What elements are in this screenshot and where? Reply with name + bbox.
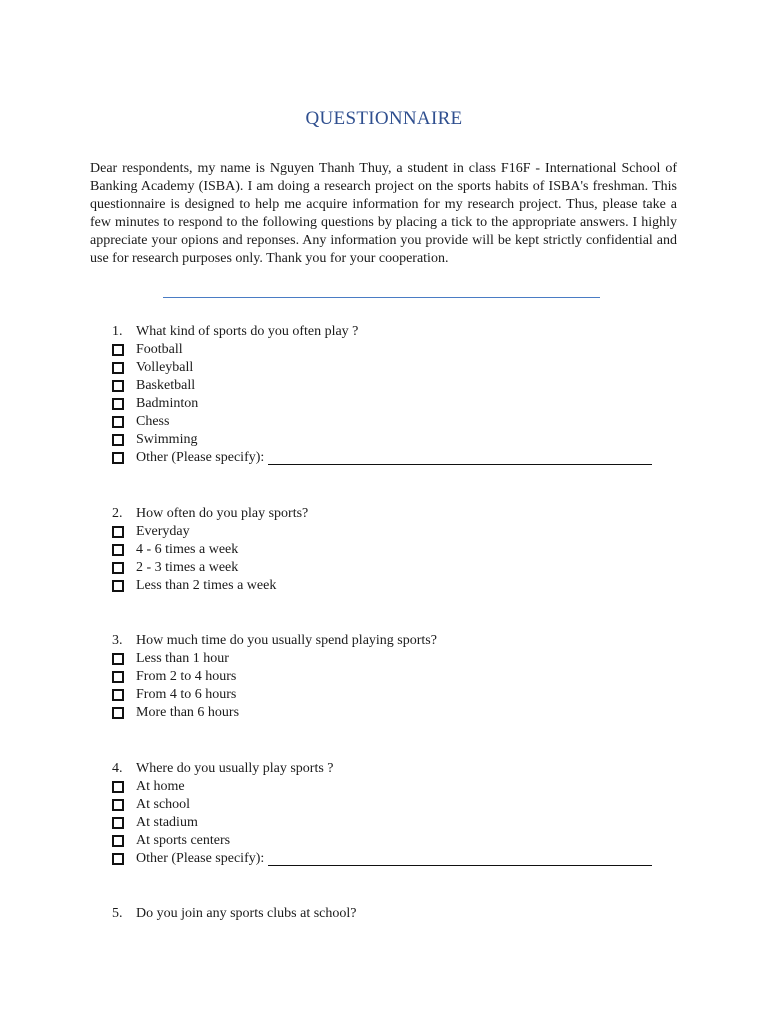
checkbox[interactable] <box>112 817 124 829</box>
checkbox[interactable] <box>112 380 124 392</box>
option-label: 2 - 3 times a week <box>136 560 239 575</box>
option-more-than-6-hours[interactable] <box>112 704 437 722</box>
question-text: How often do you play sports? <box>136 506 309 521</box>
option-label: Other (Please specify): <box>136 450 265 465</box>
checkbox[interactable] <box>112 562 124 574</box>
question-number: 2. <box>112 506 123 521</box>
option-label: Swimming <box>136 432 198 447</box>
option-other[interactable] <box>112 449 652 467</box>
question-text: How much time do you usually spend playing sports? <box>136 633 437 648</box>
checkbox[interactable] <box>112 853 124 865</box>
question-number: 5. <box>112 906 123 921</box>
option-badminton[interactable] <box>112 395 652 413</box>
question-text: Where do you usually play sports ? <box>136 761 334 776</box>
option-label: At stadium <box>136 815 198 830</box>
option-4-to-6-hours[interactable] <box>112 686 437 704</box>
option-at-sports-centers[interactable] <box>112 832 652 850</box>
checkbox[interactable] <box>112 781 124 793</box>
question-text: Do you join any sports clubs at school? <box>136 906 357 921</box>
option-label: Football <box>136 342 183 357</box>
checkbox[interactable] <box>112 799 124 811</box>
divider <box>163 297 600 298</box>
option-other[interactable] <box>112 850 652 868</box>
checkbox[interactable] <box>112 344 124 356</box>
question-1 <box>112 323 652 467</box>
checkbox[interactable] <box>112 434 124 446</box>
option-2-to-4-hours[interactable] <box>112 668 437 686</box>
checkbox[interactable] <box>112 689 124 701</box>
option-2-3-times[interactable] <box>112 559 308 577</box>
checkbox[interactable] <box>112 835 124 847</box>
option-less-than-2-times[interactable] <box>112 577 308 595</box>
option-label: Less than 1 hour <box>136 651 229 666</box>
option-volleyball[interactable] <box>112 359 652 377</box>
checkbox[interactable] <box>112 653 124 665</box>
option-label: Badminton <box>136 396 199 411</box>
option-label: At sports centers <box>136 833 231 848</box>
question-5 <box>112 905 356 923</box>
option-label: Other (Please specify): <box>136 851 265 866</box>
checkbox[interactable] <box>112 526 124 538</box>
option-4-6-times[interactable] <box>112 541 308 559</box>
question-number: 3. <box>112 633 123 648</box>
option-label: At school <box>136 797 191 812</box>
option-everyday[interactable] <box>112 523 308 541</box>
option-at-home[interactable] <box>112 778 652 796</box>
question-4 <box>112 760 652 868</box>
option-label: From 2 to 4 hours <box>136 669 237 684</box>
checkbox[interactable] <box>112 416 124 428</box>
option-label: Chess <box>136 414 170 429</box>
specify-blank-line[interactable] <box>268 452 652 465</box>
specify-blank-line[interactable] <box>268 853 652 866</box>
option-label: 4 - 6 times a week <box>136 542 239 557</box>
checkbox[interactable] <box>112 362 124 374</box>
question-text: What kind of sports do you often play ? <box>136 324 359 339</box>
checkbox[interactable] <box>112 452 124 464</box>
question-2 <box>112 505 308 595</box>
checkbox[interactable] <box>112 707 124 719</box>
option-label: Basketball <box>136 378 196 393</box>
checkbox[interactable] <box>112 544 124 556</box>
option-chess[interactable] <box>112 413 652 431</box>
question-3 <box>112 632 437 722</box>
option-swimming[interactable] <box>112 431 652 449</box>
option-football[interactable] <box>112 341 652 359</box>
page-title: QUESTIONNAIRE <box>305 108 463 129</box>
option-label: Volleyball <box>136 360 194 375</box>
option-label: From 4 to 6 hours <box>136 687 237 702</box>
option-label: More than 6 hours <box>136 705 240 720</box>
option-at-school[interactable] <box>112 796 652 814</box>
question-number: 1. <box>112 324 123 339</box>
option-label: Everyday <box>136 524 190 539</box>
question-number: 4. <box>112 761 123 776</box>
checkbox[interactable] <box>112 671 124 683</box>
option-label: At home <box>136 779 185 794</box>
option-at-stadium[interactable] <box>112 814 652 832</box>
option-label: Less than 2 times a week <box>136 578 277 593</box>
option-basketball[interactable] <box>112 377 652 395</box>
checkbox[interactable] <box>112 398 124 410</box>
intro-paragraph: Dear respondents, my name is Nguyen Thanh Thuy, a student in class F16F - International School of Banking Academy (ISBA). I am doing a research project on the sports habits of ISBA's freshman. This questionnaire is designed to help me acquire information for my research project. Thus, please take a few minutes to respond to the following questions by placing a tick to the appropriate answers. I highly appreciate your opions and reponses. Any information you provide will be kept strictly confidential and use for research purposes only. Thank you for your cooperation. <box>90 161 677 266</box>
checkbox[interactable] <box>112 580 124 592</box>
option-less-than-1-hour[interactable] <box>112 650 437 668</box>
